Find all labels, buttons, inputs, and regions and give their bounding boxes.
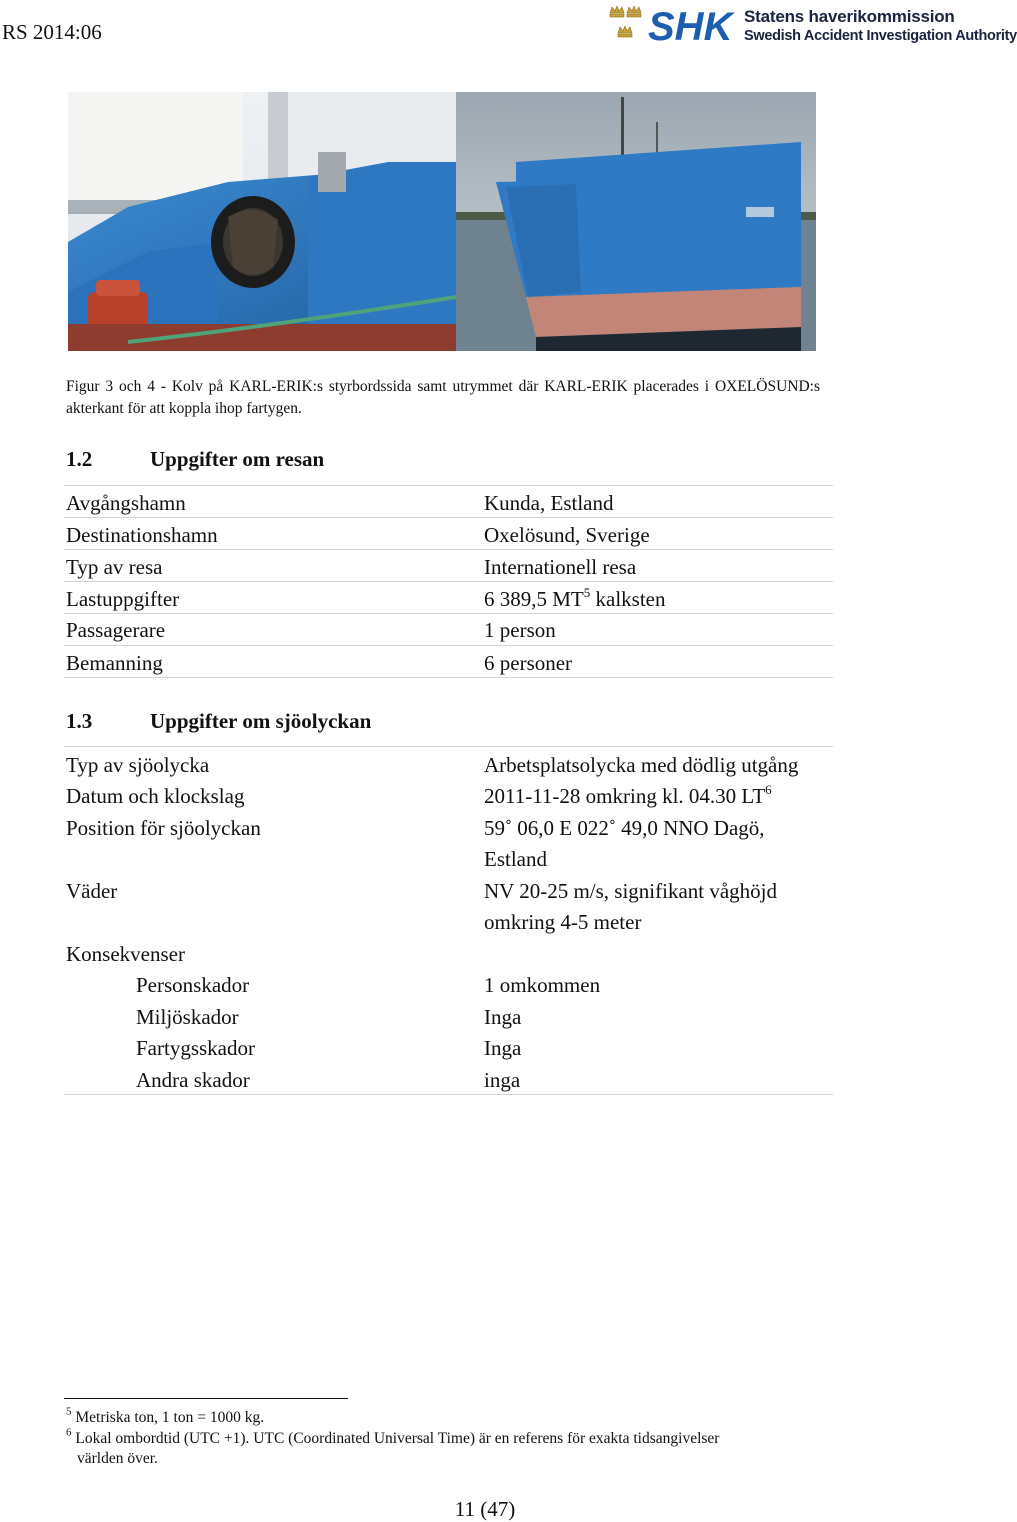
label-datetime: Datum och klockslag: [66, 784, 245, 808]
photo-piston-starboard: [68, 92, 456, 351]
value-destination-port: Oxelösund, Sverige: [484, 523, 650, 547]
label-crew: Bemanning: [66, 651, 163, 675]
value-personal-injuries: 1 omkommen: [484, 973, 601, 997]
label-weather: Väder: [66, 879, 118, 903]
page-number: 11 (47): [454, 1497, 516, 1521]
org-name-sv: Statens haverikommission: [744, 7, 955, 26]
table-rule: [64, 1094, 833, 1095]
label-passengers: Passagerare: [66, 618, 166, 642]
footnote-separator: [64, 1398, 348, 1399]
value-environmental-damage: Inga: [484, 1005, 522, 1029]
label-departure-port: Avgångshamn: [66, 491, 186, 515]
table-rule: [64, 485, 833, 486]
datetime-text: 2011-11-28 omkring kl. 04.30 LT: [484, 784, 766, 808]
footnote-text: Lokal ombordtid (UTC +1). UTC (Coordinated Universal Time) är en referens för exakta tidsangivelser: [75, 1430, 720, 1447]
section-number: 1.2: [66, 447, 93, 471]
table-rule: [64, 677, 833, 678]
shk-logo: [608, 4, 1017, 49]
footnote-marker: 6: [66, 1426, 72, 1439]
label-cargo: Lastuppgifter: [66, 587, 180, 611]
label-consequences: Konsekvenser: [66, 942, 185, 966]
section-number: 1.3: [66, 709, 93, 733]
label-environmental-damage: Miljöskador: [136, 1005, 239, 1029]
value-position-line2: Estland: [484, 847, 547, 871]
table-rule: [64, 645, 833, 646]
three-crowns-icon: [608, 4, 644, 46]
value-other-damage: inga: [484, 1068, 521, 1092]
footnote-marker: 5: [66, 1405, 72, 1418]
label-other-damage: Andra skador: [136, 1068, 250, 1092]
table-rule: [64, 517, 833, 518]
section-title: Uppgifter om sjöolyckan: [150, 709, 372, 733]
figure-caption: Figur 3 och 4 - Kolv på KARL-ERIK:s styrbordssida samt utrymmet där KARL-ERIK placerades i OXELÖSUND:s akterkant för att koppla ihop fartygen.: [66, 378, 820, 417]
value-passengers: 1 person: [484, 618, 556, 642]
label-position: Position för sjöolyckan: [66, 816, 261, 840]
footnote-text: Metriska ton, 1 ton = 1000 kg.: [75, 1409, 265, 1426]
value-crew: 6 personer: [484, 651, 573, 675]
table-rule: [64, 549, 833, 550]
label-vessel-damage: Fartygsskador: [136, 1036, 255, 1060]
label-accident-type: Typ av sjöolycka: [66, 753, 210, 777]
value-weather-line2: omkring 4-5 meter: [484, 910, 642, 934]
value-accident-type: Arbetsplatsolycka med dödlig utgång: [484, 753, 799, 777]
cargo-material: kalksten: [590, 587, 666, 611]
footnote-ref: 5: [583, 584, 591, 600]
value-voyage-type: Internationell resa: [484, 555, 637, 579]
table-rule: [64, 613, 833, 614]
cargo-amount: 6 389,5 MT: [484, 587, 584, 611]
section-title: Uppgifter om resan: [150, 447, 325, 471]
footnote-5: [66, 1405, 265, 1427]
value-position-line1: 59˚ 06,0 E 022˚ 49,0 NNO Dagö,: [484, 816, 765, 840]
section-heading-accident: [66, 709, 371, 734]
value-vessel-damage: Inga: [484, 1036, 522, 1060]
value-weather-line1: NV 20-25 m/s, signifikant våghöjd: [484, 879, 778, 903]
org-name-en: Swedish Accident Investigation Authority: [744, 28, 1017, 44]
footnote-6: [66, 1426, 720, 1448]
table-rule: [64, 581, 833, 582]
table-rule: [64, 746, 833, 747]
photo-oxelosund-stern: [456, 92, 816, 351]
logo-mark-text: SHK: [648, 5, 733, 49]
report-number: RS 2014:06: [2, 20, 102, 44]
value-cargo: [484, 584, 666, 612]
label-destination-port: Destinationshamn: [66, 523, 218, 547]
section-heading-voyage: [66, 447, 324, 472]
footnote-6-continuation: världen över.: [77, 1450, 158, 1467]
shk-logo-mark: [648, 5, 740, 49]
label-personal-injuries: Personskador: [136, 973, 250, 997]
value-datetime: [484, 781, 772, 809]
footnote-ref: 6: [765, 781, 772, 797]
label-voyage-type: Typ av resa: [66, 555, 163, 579]
value-departure-port: Kunda, Estland: [484, 491, 614, 515]
